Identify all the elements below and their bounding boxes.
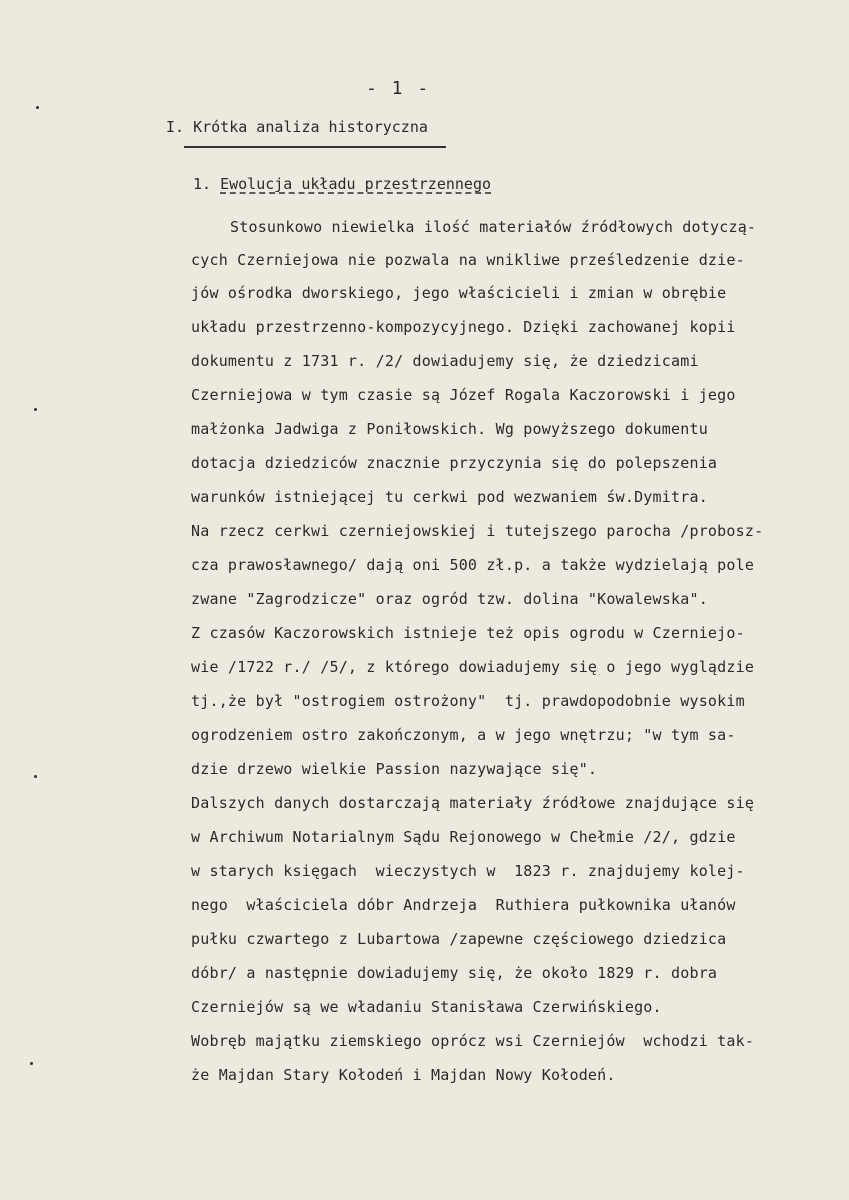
text-line: układu przestrzenno-kompozycyjnego. Dzięki zachowanej kopii bbox=[191, 318, 736, 336]
section-heading: I. Krótka analiza historyczna bbox=[166, 118, 428, 136]
page-number: - 1 - bbox=[366, 78, 431, 99]
text-line: Z czasów Kaczorowskich istnieje też opis ogrodu w Czerniejo- bbox=[191, 624, 745, 642]
text-line: Wobręb majątku ziemskiego oprócz wsi Czerniejów wchodzi tak- bbox=[191, 1032, 755, 1050]
text-line: dóbr/ a następnie dowiadujemy się, że około 1829 r. dobra bbox=[191, 964, 718, 982]
subsection-number: 1. bbox=[193, 175, 212, 193]
text-line: dotacja dziedziców znacznie przyczynia się do polepszenia bbox=[191, 454, 718, 472]
margin-mark bbox=[34, 775, 37, 778]
subsection-heading bbox=[193, 175, 491, 193]
text-line: Stosunkowo niewielka ilość materiałów źródłowych dotyczą- bbox=[230, 218, 757, 236]
text-line: zwane "Zagrodzicze" oraz ogród tzw. dolina "Kowalewska". bbox=[191, 590, 708, 608]
subsection-title: Ewolucja układu przestrzennego bbox=[220, 175, 492, 193]
text-line: jów ośrodka dworskiego, jego właścicieli i zmian w obrębie bbox=[191, 284, 727, 302]
text-line: tj.,że był "ostrogiem ostrożony" tj. prawdopodobnie wysokim bbox=[191, 692, 745, 710]
margin-mark bbox=[30, 1062, 33, 1065]
text-line: pułku czwartego z Lubartowa /zapewne częściowego dziedzica bbox=[191, 930, 727, 948]
text-line: wie /1722 r./ /5/, z którego dowiadujemy się o jego wyglądzie bbox=[191, 658, 755, 676]
text-line: ogrodzeniem ostro zakończonym, a w jego wnętrzu; "w tym sa- bbox=[191, 726, 736, 744]
text-line: warunków istniejącej tu cerkwi pod wezwaniem św.Dymitra. bbox=[191, 488, 708, 506]
text-line: małżonka Jadwiga z Poniłowskich. Wg powyższego dokumentu bbox=[191, 420, 708, 438]
margin-mark bbox=[36, 106, 39, 109]
text-line: cza prawosławnego/ dają oni 500 zł.p. a także wydzielają pole bbox=[191, 556, 755, 574]
text-line: nego właściciela dóbr Andrzeja Ruthiera pułkownika ułanów bbox=[191, 896, 736, 914]
text-line: cych Czerniejowa nie pozwala na wnikliwe prześledzenie dzie- bbox=[191, 251, 745, 269]
text-line: dokumentu z 1731 r. /2/ dowiadujemy się, że dziedzicami bbox=[191, 352, 699, 370]
text-line: Czerniejowa w tym czasie są Józef Rogala Kaczorowski i jego bbox=[191, 386, 736, 404]
text-line: że Majdan Stary Kołodeń i Majdan Nowy Kołodeń. bbox=[191, 1066, 616, 1084]
text-line: dzie drzewo wielkie Passion nazywające się". bbox=[191, 760, 598, 778]
text-line: Dalszych danych dostarczają materiały źródłowe znajdujące się bbox=[191, 794, 755, 812]
text-line: Na rzecz cerkwi czerniejowskiej i tutejszego parocha /probosz- bbox=[191, 522, 764, 540]
text-line: Czerniejów są we władaniu Stanisława Czerwińskiego. bbox=[191, 998, 662, 1016]
text-line: w Archiwum Notarialnym Sądu Rejonowego w Chełmie /2/, gdzie bbox=[191, 828, 736, 846]
text-line: w starych księgach wieczystych w 1823 r. znajdujemy kolej- bbox=[191, 862, 745, 880]
margin-mark bbox=[34, 408, 37, 411]
section-heading-underline bbox=[184, 146, 446, 148]
